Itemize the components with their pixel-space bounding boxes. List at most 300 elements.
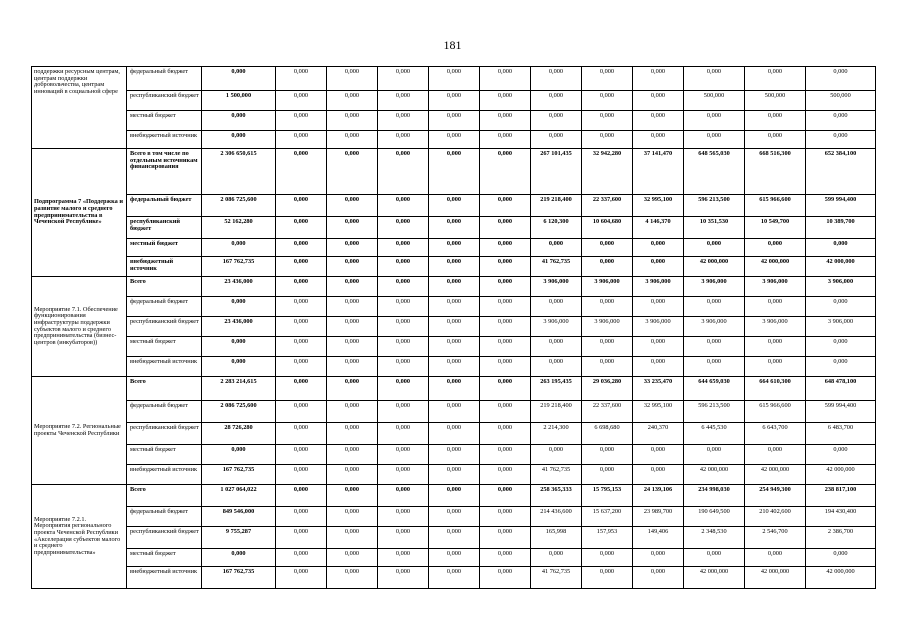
amount-cell: 0,000 bbox=[480, 257, 531, 277]
amount-cell: 0,000 bbox=[429, 445, 480, 465]
amount-cell: 0,000 bbox=[276, 377, 327, 401]
budget-table bbox=[31, 66, 876, 589]
amount-cell: 3 906,000 bbox=[633, 277, 684, 297]
amount-cell: 263 195,435 bbox=[531, 377, 582, 401]
amount-cell: 0,000 bbox=[327, 317, 378, 337]
amount-cell: 238 817,100 bbox=[806, 485, 876, 507]
amount-cell: 0,000 bbox=[378, 195, 429, 217]
amount-cell: 0,000 bbox=[429, 131, 480, 149]
amount-cell: 596 213,500 bbox=[684, 195, 745, 217]
amount-cell: 42 000,000 bbox=[806, 257, 876, 277]
amount-cell: 254 949,300 bbox=[745, 485, 806, 507]
amount-cell: 0,000 bbox=[378, 357, 429, 377]
amount-cell: 37 141,470 bbox=[633, 149, 684, 195]
amount-cell: 0,000 bbox=[327, 195, 378, 217]
amount-cell: 0,000 bbox=[378, 257, 429, 277]
amount-cell: 0,000 bbox=[327, 111, 378, 131]
amount-cell: 0,000 bbox=[429, 217, 480, 239]
amount-cell: 0,000 bbox=[429, 111, 480, 131]
program-name: Подпрограмма 7 «Поддержка и развитие малого и среднего предпринимательства в Чеченской Республике» bbox=[34, 198, 123, 226]
amount-cell: 0,000 bbox=[202, 131, 276, 149]
amount-cell: 190 649,500 bbox=[684, 507, 745, 527]
amount-cell: 0,000 bbox=[745, 131, 806, 149]
amount-cell: 2 348,530 bbox=[684, 527, 745, 549]
amount-cell: 0,000 bbox=[531, 131, 582, 149]
amount-cell: 3 906,000 bbox=[684, 277, 745, 297]
amount-cell: 0,000 bbox=[806, 131, 876, 149]
amount-cell: 0,000 bbox=[633, 239, 684, 257]
amount-cell: 0,000 bbox=[531, 111, 582, 131]
amount-cell: 0,000 bbox=[327, 149, 378, 195]
table-row bbox=[32, 239, 876, 257]
amount-cell: 32 942,280 bbox=[582, 149, 633, 195]
amount-cell: 0,000 bbox=[276, 217, 327, 239]
funding-source: федеральный бюджет bbox=[127, 67, 202, 91]
amount-cell: 0,000 bbox=[745, 67, 806, 91]
amount-cell: 0,000 bbox=[480, 507, 531, 527]
amount-cell: 0,000 bbox=[582, 357, 633, 377]
amount-cell: 3 906,000 bbox=[531, 277, 582, 297]
amount-cell: 0,000 bbox=[582, 567, 633, 589]
amount-cell: 652 384,100 bbox=[806, 149, 876, 195]
amount-cell: 0,000 bbox=[480, 239, 531, 257]
funding-source: местный бюджет bbox=[127, 111, 202, 131]
amount-cell: 6 120,300 bbox=[531, 217, 582, 239]
amount-cell: 0,000 bbox=[806, 297, 876, 317]
amount-cell: 23 989,700 bbox=[633, 507, 684, 527]
amount-cell: 0,000 bbox=[480, 445, 531, 465]
amount-cell: 0,000 bbox=[327, 445, 378, 465]
amount-cell: 0,000 bbox=[276, 567, 327, 589]
amount-cell: 15 795,153 bbox=[582, 485, 633, 507]
amount-cell: 0,000 bbox=[531, 239, 582, 257]
amount-cell: 0,000 bbox=[480, 277, 531, 297]
amount-cell: 0,000 bbox=[276, 465, 327, 485]
amount-cell: 0,000 bbox=[582, 67, 633, 91]
amount-cell: 0,000 bbox=[480, 527, 531, 549]
amount-cell: 0,000 bbox=[582, 131, 633, 149]
amount-cell: 0,000 bbox=[202, 549, 276, 567]
amount-cell: 42 000,000 bbox=[684, 257, 745, 277]
amount-cell: 0,000 bbox=[806, 239, 876, 257]
amount-cell: 0,000 bbox=[429, 401, 480, 423]
funding-source: Всего bbox=[127, 377, 202, 401]
amount-cell: 599 994,400 bbox=[806, 401, 876, 423]
amount-cell: 0,000 bbox=[327, 485, 378, 507]
amount-cell: 0,000 bbox=[378, 445, 429, 465]
amount-cell: 0,000 bbox=[806, 445, 876, 465]
page-number: 181 bbox=[443, 38, 462, 52]
amount-cell: 0,000 bbox=[633, 111, 684, 131]
amount-cell: 9 755,287 bbox=[202, 527, 276, 549]
amount-cell: 0,000 bbox=[429, 277, 480, 297]
amount-cell: 4 146,370 bbox=[633, 217, 684, 239]
amount-cell: 0,000 bbox=[633, 465, 684, 485]
table-row bbox=[32, 337, 876, 357]
amount-cell: 0,000 bbox=[429, 317, 480, 337]
table-row bbox=[32, 297, 876, 317]
amount-cell: 0,000 bbox=[327, 131, 378, 149]
amount-cell: 0,000 bbox=[684, 239, 745, 257]
amount-cell: 0,000 bbox=[531, 297, 582, 317]
table-row bbox=[32, 527, 876, 549]
table-row bbox=[32, 131, 876, 149]
table-row bbox=[32, 91, 876, 111]
amount-cell: 0,000 bbox=[327, 217, 378, 239]
funding-source: внебюджетный источник bbox=[127, 357, 202, 377]
amount-cell: 648 565,030 bbox=[684, 149, 745, 195]
amount-cell: 0,000 bbox=[429, 67, 480, 91]
program-name-cell bbox=[32, 149, 127, 277]
amount-cell: 6 483,700 bbox=[806, 423, 876, 445]
amount-cell: 0,000 bbox=[276, 67, 327, 91]
amount-cell: 0,000 bbox=[202, 67, 276, 91]
amount-cell: 0,000 bbox=[202, 337, 276, 357]
amount-cell: 267 101,435 bbox=[531, 149, 582, 195]
amount-cell: 0,000 bbox=[276, 357, 327, 377]
program-name-cell bbox=[32, 377, 127, 485]
amount-cell: 0,000 bbox=[327, 401, 378, 423]
funding-source: республиканский бюджет bbox=[127, 217, 202, 239]
amount-cell: 0,000 bbox=[276, 111, 327, 131]
amount-cell: 42 000,000 bbox=[745, 567, 806, 589]
amount-cell: 0,000 bbox=[276, 91, 327, 111]
amount-cell: 596 213,500 bbox=[684, 401, 745, 423]
amount-cell: 10 351,530 bbox=[684, 217, 745, 239]
amount-cell: 0,000 bbox=[806, 67, 876, 91]
amount-cell: 29 036,280 bbox=[582, 377, 633, 401]
amount-cell: 0,000 bbox=[480, 567, 531, 589]
amount-cell: 0,000 bbox=[202, 111, 276, 131]
amount-cell: 0,000 bbox=[429, 527, 480, 549]
amount-cell: 0,000 bbox=[806, 337, 876, 357]
amount-cell: 0,000 bbox=[327, 67, 378, 91]
amount-cell: 0,000 bbox=[378, 277, 429, 297]
amount-cell: 2 546,700 bbox=[745, 527, 806, 549]
amount-cell: 10 604,680 bbox=[582, 217, 633, 239]
amount-cell: 0,000 bbox=[327, 549, 378, 567]
amount-cell: 0,000 bbox=[745, 297, 806, 317]
amount-cell: 0,000 bbox=[429, 377, 480, 401]
amount-cell: 0,000 bbox=[582, 257, 633, 277]
amount-cell: 0,000 bbox=[378, 401, 429, 423]
funding-source: местный бюджет bbox=[127, 337, 202, 357]
amount-cell: 0,000 bbox=[684, 337, 745, 357]
amount-cell: 0,000 bbox=[531, 337, 582, 357]
amount-cell: 0,000 bbox=[684, 131, 745, 149]
amount-cell: 0,000 bbox=[429, 195, 480, 217]
amount-cell: 0,000 bbox=[276, 507, 327, 527]
amount-cell: 0,000 bbox=[684, 297, 745, 317]
amount-cell: 0,000 bbox=[633, 445, 684, 465]
amount-cell: 0,000 bbox=[378, 149, 429, 195]
amount-cell: 0,000 bbox=[327, 527, 378, 549]
funding-source: федеральный бюджет bbox=[127, 507, 202, 527]
funding-source: федеральный бюджет bbox=[127, 195, 202, 217]
amount-cell: 0,000 bbox=[684, 67, 745, 91]
table-row bbox=[32, 195, 876, 217]
amount-cell: 0,000 bbox=[276, 423, 327, 445]
amount-cell: 615 966,600 bbox=[745, 401, 806, 423]
amount-cell: 0,000 bbox=[378, 317, 429, 337]
amount-cell: 0,000 bbox=[327, 507, 378, 527]
amount-cell: 0,000 bbox=[276, 549, 327, 567]
amount-cell: 0,000 bbox=[202, 297, 276, 317]
amount-cell: 219 218,400 bbox=[531, 401, 582, 423]
program-name: Мероприятие 7.1. Обеспечение функционирования инфраструктуры поддержки субъектов малого и среднего предпринимательства (бизнес-центров (инкубаторов)) bbox=[34, 305, 118, 346]
amount-cell: 2 386,700 bbox=[806, 527, 876, 549]
funding-source: местный бюджет bbox=[127, 549, 202, 567]
amount-cell: 0,000 bbox=[429, 465, 480, 485]
funding-source: Всего в том числе по отдельным источникам финансирования bbox=[127, 149, 202, 195]
program-name-cell bbox=[32, 67, 127, 149]
amount-cell: 42 000,000 bbox=[806, 567, 876, 589]
amount-cell: 0,000 bbox=[633, 297, 684, 317]
amount-cell: 0,000 bbox=[633, 357, 684, 377]
amount-cell: 42 000,000 bbox=[806, 465, 876, 485]
amount-cell: 0,000 bbox=[745, 111, 806, 131]
amount-cell: 648 478,100 bbox=[806, 377, 876, 401]
table-row bbox=[32, 485, 876, 507]
amount-cell: 0,000 bbox=[582, 297, 633, 317]
amount-cell: 219 218,400 bbox=[531, 195, 582, 217]
amount-cell: 1 027 064,022 bbox=[202, 485, 276, 507]
amount-cell: 0,000 bbox=[745, 549, 806, 567]
amount-cell: 0,000 bbox=[684, 549, 745, 567]
amount-cell: 3 906,000 bbox=[806, 277, 876, 297]
table-row bbox=[32, 401, 876, 423]
amount-cell: 0,000 bbox=[327, 239, 378, 257]
amount-cell: 167 762,735 bbox=[202, 257, 276, 277]
amount-cell: 0,000 bbox=[480, 131, 531, 149]
amount-cell: 258 365,333 bbox=[531, 485, 582, 507]
amount-cell: 0,000 bbox=[378, 549, 429, 567]
amount-cell: 3 906,000 bbox=[745, 317, 806, 337]
amount-cell: 15 637,200 bbox=[582, 507, 633, 527]
amount-cell: 0,000 bbox=[684, 111, 745, 131]
amount-cell: 0,000 bbox=[480, 217, 531, 239]
funding-source: Всего bbox=[127, 485, 202, 507]
amount-cell: 0,000 bbox=[327, 465, 378, 485]
amount-cell: 0,000 bbox=[378, 485, 429, 507]
amount-cell: 0,000 bbox=[531, 445, 582, 465]
amount-cell: 0,000 bbox=[745, 239, 806, 257]
amount-cell: 41 762,735 bbox=[531, 257, 582, 277]
amount-cell: 0,000 bbox=[745, 357, 806, 377]
funding-source: республиканский бюджет bbox=[127, 423, 202, 445]
amount-cell: 0,000 bbox=[202, 239, 276, 257]
amount-cell: 0,000 bbox=[633, 567, 684, 589]
amount-cell: 0,000 bbox=[327, 423, 378, 445]
amount-cell: 0,000 bbox=[480, 401, 531, 423]
amount-cell: 0,000 bbox=[480, 91, 531, 111]
amount-cell: 2 214,300 bbox=[531, 423, 582, 445]
amount-cell: 3 906,000 bbox=[633, 317, 684, 337]
amount-cell: 0,000 bbox=[378, 567, 429, 589]
amount-cell: 0,000 bbox=[745, 445, 806, 465]
amount-cell: 0,000 bbox=[276, 277, 327, 297]
budget-table-body bbox=[32, 67, 876, 589]
table-row bbox=[32, 357, 876, 377]
amount-cell: 3 906,000 bbox=[684, 317, 745, 337]
amount-cell: 167 762,735 bbox=[202, 567, 276, 589]
amount-cell: 0,000 bbox=[327, 297, 378, 317]
amount-cell: 0,000 bbox=[582, 445, 633, 465]
amount-cell: 0,000 bbox=[378, 423, 429, 445]
amount-cell: 0,000 bbox=[429, 239, 480, 257]
amount-cell: 0,000 bbox=[531, 549, 582, 567]
amount-cell: 0,000 bbox=[429, 297, 480, 317]
amount-cell: 167 762,735 bbox=[202, 465, 276, 485]
amount-cell: 0,000 bbox=[582, 239, 633, 257]
amount-cell: 0,000 bbox=[378, 111, 429, 131]
table-row bbox=[32, 257, 876, 277]
amount-cell: 0,000 bbox=[429, 357, 480, 377]
amount-cell: 194 430,400 bbox=[806, 507, 876, 527]
amount-cell: 23 436,000 bbox=[202, 277, 276, 297]
amount-cell: 0,000 bbox=[429, 507, 480, 527]
amount-cell: 0,000 bbox=[276, 317, 327, 337]
program-name: Мероприятие 7.2.1. Мероприятия регионального проекта Чеченской Республики «Акселерация субъектов малого и среднего предпринимательства» bbox=[34, 515, 121, 556]
amount-cell: 0,000 bbox=[806, 111, 876, 131]
amount-cell: 0,000 bbox=[429, 149, 480, 195]
amount-cell: 500,000 bbox=[806, 91, 876, 111]
amount-cell: 0,000 bbox=[378, 217, 429, 239]
amount-cell: 0,000 bbox=[276, 131, 327, 149]
amount-cell: 42 000,000 bbox=[745, 257, 806, 277]
amount-cell: 42 000,000 bbox=[684, 567, 745, 589]
program-name: Мероприятие 7.2. Региональные проекты Чеченской Республики bbox=[34, 422, 121, 437]
funding-source: республиканский бюджет bbox=[127, 91, 202, 111]
amount-cell: 2 086 725,600 bbox=[202, 195, 276, 217]
amount-cell: 0,000 bbox=[429, 567, 480, 589]
amount-cell: 0,000 bbox=[806, 357, 876, 377]
amount-cell: 849 546,000 bbox=[202, 507, 276, 527]
amount-cell: 52 162,280 bbox=[202, 217, 276, 239]
amount-cell: 0,000 bbox=[276, 257, 327, 277]
amount-cell: 2 086 725,600 bbox=[202, 401, 276, 423]
amount-cell: 42 000,000 bbox=[745, 465, 806, 485]
table-row bbox=[32, 149, 876, 195]
amount-cell: 500,000 bbox=[684, 91, 745, 111]
amount-cell: 32 995,100 bbox=[633, 401, 684, 423]
amount-cell: 32 995,100 bbox=[633, 195, 684, 217]
funding-source: внебюджетный источник bbox=[127, 465, 202, 485]
amount-cell: 0,000 bbox=[276, 239, 327, 257]
amount-cell: 0,000 bbox=[582, 465, 633, 485]
amount-cell: 33 235,470 bbox=[633, 377, 684, 401]
amount-cell: 28 726,280 bbox=[202, 423, 276, 445]
amount-cell: 0,000 bbox=[429, 337, 480, 357]
amount-cell: 599 994,400 bbox=[806, 195, 876, 217]
amount-cell: 0,000 bbox=[378, 507, 429, 527]
amount-cell: 664 610,300 bbox=[745, 377, 806, 401]
amount-cell: 0,000 bbox=[202, 357, 276, 377]
amount-cell: 0,000 bbox=[582, 111, 633, 131]
amount-cell: 0,000 bbox=[684, 357, 745, 377]
amount-cell: 0,000 bbox=[633, 91, 684, 111]
amount-cell: 3 906,000 bbox=[582, 277, 633, 297]
amount-cell: 0,000 bbox=[582, 91, 633, 111]
amount-cell: 615 966,600 bbox=[745, 195, 806, 217]
funding-source: внебюджетный источник bbox=[127, 567, 202, 589]
amount-cell: 0,000 bbox=[378, 239, 429, 257]
amount-cell: 3 906,000 bbox=[745, 277, 806, 297]
table-row bbox=[32, 317, 876, 337]
amount-cell: 0,000 bbox=[806, 549, 876, 567]
amount-cell: 22 337,600 bbox=[582, 401, 633, 423]
amount-cell: 0,000 bbox=[531, 67, 582, 91]
amount-cell: 165,998 bbox=[531, 527, 582, 549]
table-row bbox=[32, 507, 876, 527]
amount-cell: 644 659,030 bbox=[684, 377, 745, 401]
amount-cell: 0,000 bbox=[276, 195, 327, 217]
amount-cell: 0,000 bbox=[531, 91, 582, 111]
amount-cell: 157,953 bbox=[582, 527, 633, 549]
amount-cell: 0,000 bbox=[633, 131, 684, 149]
amount-cell: 0,000 bbox=[327, 377, 378, 401]
amount-cell: 0,000 bbox=[378, 91, 429, 111]
funding-source: местный бюджет bbox=[127, 239, 202, 257]
amount-cell: 3 906,000 bbox=[531, 317, 582, 337]
amount-cell: 0,000 bbox=[378, 67, 429, 91]
amount-cell: 0,000 bbox=[327, 91, 378, 111]
amount-cell: 41 762,735 bbox=[531, 465, 582, 485]
amount-cell: 0,000 bbox=[276, 445, 327, 465]
amount-cell: 42 000,000 bbox=[684, 465, 745, 485]
amount-cell: 0,000 bbox=[429, 91, 480, 111]
amount-cell: 10 549,700 bbox=[745, 217, 806, 239]
amount-cell: 0,000 bbox=[429, 549, 480, 567]
amount-cell: 0,000 bbox=[582, 337, 633, 357]
amount-cell: 6 698,680 bbox=[582, 423, 633, 445]
amount-cell: 0,000 bbox=[276, 337, 327, 357]
program-name-cell bbox=[32, 277, 127, 377]
amount-cell: 0,000 bbox=[480, 317, 531, 337]
funding-source: местный бюджет bbox=[127, 445, 202, 465]
amount-cell: 0,000 bbox=[327, 277, 378, 297]
amount-cell: 0,000 bbox=[480, 423, 531, 445]
amount-cell: 0,000 bbox=[378, 527, 429, 549]
amount-cell: 24 139,106 bbox=[633, 485, 684, 507]
funding-source: федеральный бюджет bbox=[127, 297, 202, 317]
amount-cell: 0,000 bbox=[429, 423, 480, 445]
program-name: поддержки ресурсным центрам, центрам поддержки добровольчества, центрам инноваций в социальной сфере bbox=[34, 68, 120, 95]
program-name-cell bbox=[32, 485, 127, 589]
table-row bbox=[32, 217, 876, 239]
amount-cell: 214 436,600 bbox=[531, 507, 582, 527]
amount-cell: 3 906,000 bbox=[582, 317, 633, 337]
amount-cell: 0,000 bbox=[276, 149, 327, 195]
amount-cell: 0,000 bbox=[202, 445, 276, 465]
funding-source: федеральный бюджет bbox=[127, 401, 202, 423]
amount-cell: 0,000 bbox=[429, 257, 480, 277]
amount-cell: 0,000 bbox=[480, 485, 531, 507]
amount-cell: 6 643,700 bbox=[745, 423, 806, 445]
amount-cell: 0,000 bbox=[480, 465, 531, 485]
amount-cell: 2 306 650,615 bbox=[202, 149, 276, 195]
amount-cell: 0,000 bbox=[480, 549, 531, 567]
amount-cell: 0,000 bbox=[480, 337, 531, 357]
amount-cell: 668 516,300 bbox=[745, 149, 806, 195]
amount-cell: 0,000 bbox=[378, 337, 429, 357]
amount-cell: 0,000 bbox=[480, 357, 531, 377]
funding-source: республиканский бюджет bbox=[127, 317, 202, 337]
amount-cell: 41 762,735 bbox=[531, 567, 582, 589]
amount-cell: 0,000 bbox=[480, 67, 531, 91]
table-row bbox=[32, 423, 876, 445]
amount-cell: 0,000 bbox=[378, 297, 429, 317]
